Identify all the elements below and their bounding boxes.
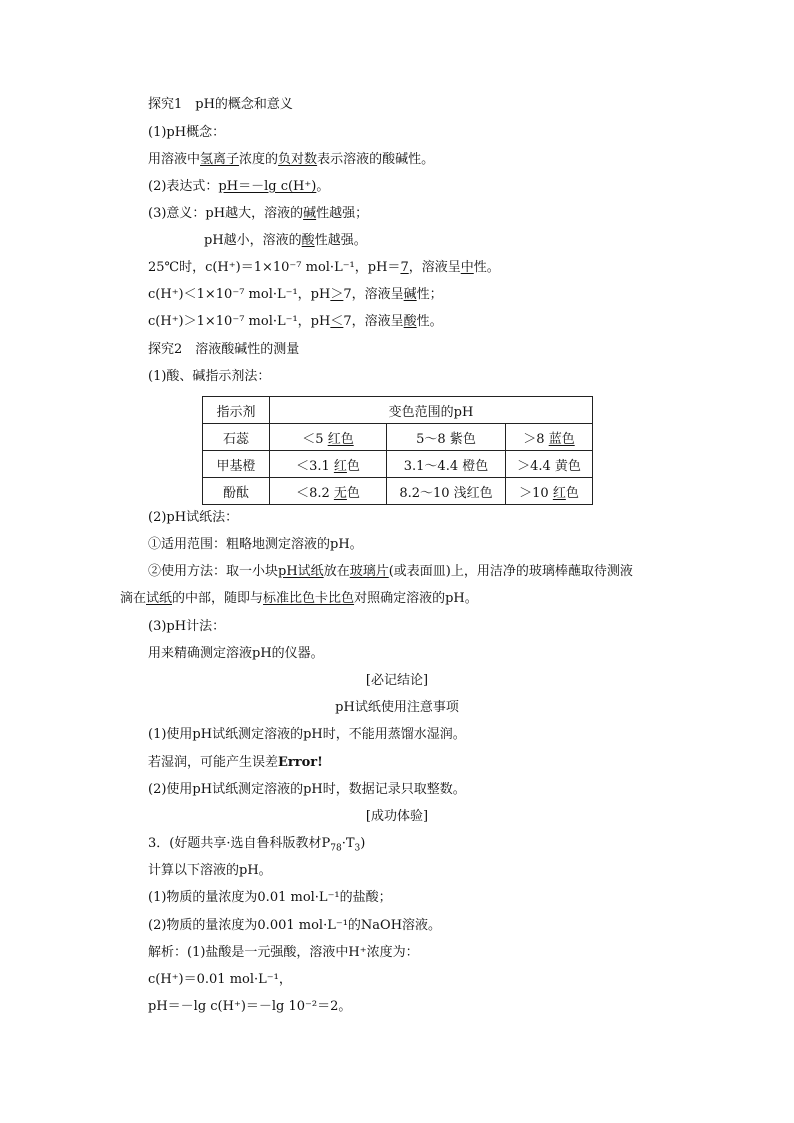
blank-cell: 红色 [327, 431, 354, 447]
text: 25℃时，c(H⁺)＝1×10⁻⁷ mol·L⁻¹，pH＝ [148, 260, 401, 275]
blank-cell: 红 [552, 485, 566, 501]
ph-paper-usage-1 [148, 563, 633, 581]
text: ，溶液呈 [408, 260, 461, 275]
table-cell [506, 478, 593, 505]
solution-line-2: c(H⁺)＝0.01 mol·L⁻¹， [148, 972, 292, 987]
neutral-condition [148, 259, 500, 277]
text: 3．(好题共享·选自鲁科版教材P [148, 836, 331, 851]
blank-color-card: 标准比色卡比色 [263, 591, 355, 606]
section2-title: 探究2 溶液酸碱性的测量 [148, 342, 300, 357]
blank-cell: 红 [333, 458, 347, 474]
text: pH越小，溶液的 [204, 233, 302, 248]
question-title [148, 835, 365, 858]
question-item-2: (2)物质的量浓度为0.001 mol·L⁻¹的NaOH溶液。 [148, 918, 442, 933]
ph-concept-text [148, 151, 434, 169]
table-cell [270, 478, 387, 505]
indicator-name: 甲基橙 [203, 451, 270, 478]
text: (3)意义：pH越大，溶液的 [148, 206, 304, 221]
table-row [203, 424, 593, 451]
ph-expression [148, 178, 329, 196]
text: 对照确定溶液的pH。 [354, 591, 478, 606]
table-row [203, 451, 593, 478]
ph-meaning-1 [148, 205, 368, 223]
text: 性。 [416, 314, 443, 329]
table-row [203, 478, 593, 505]
ph-concept-label: (1)pH概念： [148, 125, 226, 140]
blank-ph-formula: pH＝－lg c(H⁺) [218, 179, 317, 194]
table-cell: 5～8 紫色 [387, 424, 506, 451]
indicator-name: 酚酞 [203, 478, 270, 505]
conclusion-item-1: (1)使用pH试纸测定溶液的pH时，不能用蒸馏水湿润。 [148, 727, 466, 742]
section1-title: 探究1 pH的概念和意义 [148, 97, 293, 112]
text: 3 [354, 843, 361, 854]
text: 浓度的 [239, 152, 279, 167]
text: 7，溶液呈 [343, 287, 404, 302]
text: 色 [346, 458, 360, 474]
blank-glass-slide: 玻璃片 [349, 564, 389, 579]
text: 性。 [473, 260, 500, 275]
text: 性； [416, 287, 443, 302]
table-cell: ＞4.4 黄色 [506, 451, 593, 478]
acidic-condition [148, 313, 443, 331]
blank-ph-paper: pH试纸 [278, 564, 324, 579]
blank-acidic-2: 酸 [403, 314, 417, 329]
text: ＜3.1 [296, 458, 334, 474]
ph-paper-usage-2 [120, 590, 478, 608]
blank-neutral: 中 [460, 260, 474, 275]
text: 滴在 [120, 591, 147, 606]
text: c(H⁺)＞1×10⁻⁷ mol·L⁻¹，pH [148, 314, 331, 329]
blank-acidic: 酸 [301, 233, 315, 248]
text: 。 [316, 179, 330, 194]
text: 色 [346, 485, 360, 501]
text: 用溶液中 [148, 152, 201, 167]
text: c(H⁺)＜1×10⁻⁷ mol·L⁻¹，pH [148, 287, 331, 302]
conclusion-subtitle: pH试纸使用注意事项 [335, 700, 459, 715]
table-header-range: 变色范围的pH [270, 397, 593, 424]
basic-condition [148, 286, 443, 304]
text: ②使用方法：取一小块 [148, 564, 279, 579]
question-item-1: (1)物质的量浓度为0.01 mol·L⁻¹的盐酸； [148, 890, 392, 905]
blank-cell: 蓝色 [548, 431, 575, 447]
blank-basic: 碱 [303, 206, 317, 221]
table-cell [506, 424, 593, 451]
blank-test-paper: 试纸 [146, 591, 173, 606]
table-cell [270, 451, 387, 478]
text: ＜8.2 [296, 485, 334, 501]
ph-meter-label: (3)pH计法： [148, 619, 226, 634]
text: ＞8 [523, 431, 549, 447]
text: ＜5 [302, 431, 328, 447]
text: (2)表达式： [148, 179, 219, 194]
blank-7: 7 [400, 260, 409, 275]
text: ·T [341, 836, 355, 851]
indicator-method-label: (1)酸、碱指示剂法： [148, 369, 271, 384]
text: 放在 [323, 564, 350, 579]
text: ＞10 [519, 485, 553, 501]
table-row [203, 397, 593, 424]
indicator-name: 石蕊 [203, 424, 270, 451]
indicator-table [202, 396, 593, 505]
text: 色 [565, 485, 579, 501]
text: 性越强； [316, 206, 369, 221]
blank-negative-log: 负对数 [278, 152, 318, 167]
text: 表示溶液的酸碱性。 [317, 152, 435, 167]
text: ) [360, 836, 366, 851]
blank-less: ＜ [330, 314, 344, 329]
conclusion-heading: [必记结论] [365, 673, 429, 688]
conclusion-item-2: (2)使用pH试纸测定溶液的pH时，数据记录只取整数。 [148, 782, 466, 797]
error-text: Error! [278, 755, 323, 770]
text: 78 [330, 843, 342, 854]
ph-meaning-2 [204, 232, 367, 250]
text: 7，溶液呈 [343, 314, 404, 329]
blank-basic-2: 碱 [403, 287, 417, 302]
conclusion-item-1b [148, 754, 323, 772]
solution-line-1: 解析：(1)盐酸是一元强酸，溶液中H⁺浓度为： [148, 945, 419, 960]
blank-cell: 无 [333, 485, 347, 501]
ph-paper-label: (2)pH试纸法： [148, 510, 239, 525]
practice-heading: [成功体验] [365, 809, 429, 824]
ph-meter-text: 用来精确测定溶液pH的仪器。 [148, 646, 324, 661]
table-cell: 3.1～4.4 橙色 [387, 451, 506, 478]
table-cell: 8.2～10 浅红色 [387, 478, 506, 505]
text: 性越强。 [314, 233, 367, 248]
blank-greater: ＞ [330, 287, 344, 302]
ph-paper-scope: ①适用范围：粗略地测定溶液的pH。 [148, 537, 363, 552]
blank-hydrogen-ion: 氢离子 [200, 152, 240, 167]
text: 若湿润，可能产生误差 [148, 755, 279, 770]
table-header-indicator: 指示剂 [203, 397, 270, 424]
text: 的中部，随即与 [172, 591, 264, 606]
table-cell [270, 424, 387, 451]
text: (或表面皿)上，用洁净的玻璃棒蘸取待测液 [388, 564, 633, 579]
question-prompt: 计算以下溶液的pH。 [148, 863, 272, 878]
solution-line-3: pH＝－lg c(H⁺)＝－lg 10⁻²＝2。 [148, 999, 352, 1014]
